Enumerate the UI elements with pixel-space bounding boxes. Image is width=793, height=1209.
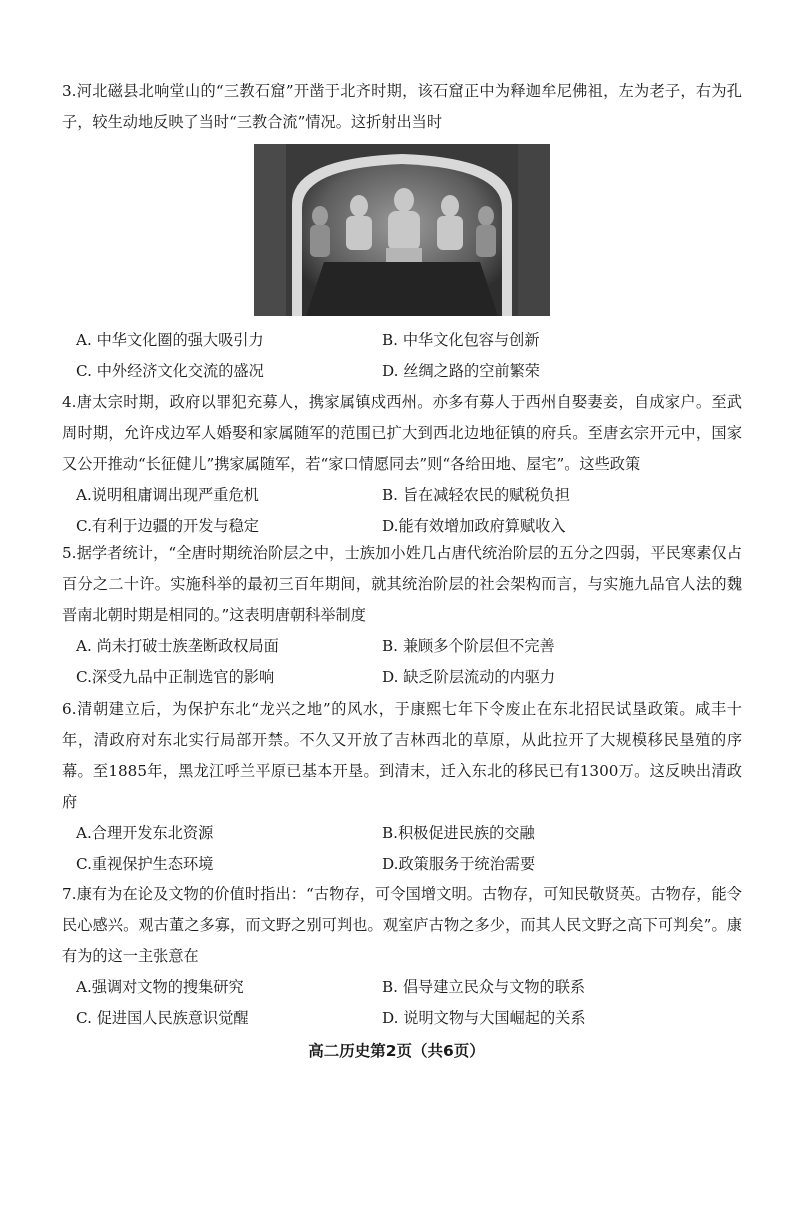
option-c[interactable]: C.有利于边疆的开发与稳定 — [76, 517, 259, 535]
option-d[interactable]: D.政策服务于统治需要 — [382, 855, 536, 873]
question-5 — [62, 538, 742, 693]
page-footer: 高二历史第2页（共6页） — [308, 1042, 485, 1060]
option-c[interactable]: C. 中外经济文化交流的盛况 — [76, 362, 264, 380]
option-c[interactable]: C.重视保护生态环境 — [76, 855, 214, 873]
option-b[interactable]: B.积极促进民族的交融 — [382, 824, 535, 842]
question-7 — [62, 879, 742, 1034]
question-stem: 4.唐太宗时期，政府以罪犯充募人，携家属镇戍西州。亦多有募人于西州自娶妻妾，自成家户。至武周时期，允许戍边军人婚娶和家属随军的范围已扩大到西北边地征镇的府兵。至唐玄宗开元中，国家又公开推动“长征健儿”携家属随军，若“家口情愿同去”则“各给田地、屋宅”。这些政策 — [62, 393, 742, 473]
option-c[interactable]: C.深受九品中正制选官的影响 — [76, 668, 275, 686]
option-d[interactable]: D.能有效增加政府算赋收入 — [382, 517, 566, 535]
option-a[interactable]: A.合理开发东北资源 — [76, 824, 214, 842]
question-stem: 7.康有为在论及文物的价值时指出：“古物存，可令国增文明。古物存，可知民敬贤英。古物存，能令民心感兴。观古董之多寡，而文野之别可判也。观室庐古物之多少，而其人民文野之高下可判矣”。康有为的这一主张意在 — [62, 885, 742, 965]
option-c[interactable]: C. 促进国人民族意识觉醒 — [76, 1009, 249, 1027]
option-a[interactable]: A.强调对文物的搜集研究 — [76, 978, 244, 996]
option-b[interactable]: B. 中华文化包容与创新 — [382, 331, 540, 349]
option-b[interactable]: B. 兼顾多个阶层但不完善 — [382, 637, 555, 655]
option-b[interactable]: B. 旨在减轻农民的赋税负担 — [382, 486, 570, 504]
question-3 — [62, 76, 742, 138]
option-a[interactable]: A.说明租庸调出现严重危机 — [76, 486, 259, 504]
question-3-options — [62, 325, 742, 387]
option-d[interactable]: D. 缺乏阶层流动的内驱力 — [382, 668, 556, 686]
question-stem: 6.清朝建立后，为保护东北“龙兴之地”的风水，于康熙七年下令废止在东北招民试垦政策。咸丰十年，清政府对东北实行局部开禁。不久又开放了吉林西北的草原，从此拉开了大规模移民垦殖的序幕。至1885年，黑龙江呼兰平原已基本开垦。到清末，迁入东北的移民已有1300万。这反映出清政府 — [62, 700, 742, 811]
option-d[interactable]: D. 丝绸之路的空前繁荣 — [382, 362, 540, 380]
question-6 — [62, 694, 742, 880]
cave-statues-photo — [254, 144, 550, 316]
question-stem: 5.据学者统计，“全唐时期统治阶层之中，士族加小姓几占唐代统治阶层的五分之四弱，平民寒素仅占百分之二十许。实施科举的最初三百年期间，就其统治阶层的社会架构而言，与实施九品官人法的魏晋南北朝时期是相同的。”这表明唐朝科举制度 — [62, 544, 742, 624]
option-a[interactable]: A. 尚未打破士族垄断政权局面 — [76, 637, 279, 655]
question-4 — [62, 387, 742, 542]
option-d[interactable]: D. 说明文物与大国崛起的关系 — [382, 1009, 586, 1027]
option-b[interactable]: B. 倡导建立民众与文物的联系 — [382, 978, 586, 996]
option-a[interactable]: A. 中华文化圈的强大吸引力 — [76, 331, 264, 349]
question-stem: 3.河北磁县北响堂山的“三教石窟”开凿于北齐时期，该石窟正中为释迦牟尼佛祖，左为老子，右为孔子，较生动地反映了当时“三教合流”情况。这折射出当时 — [62, 82, 742, 131]
